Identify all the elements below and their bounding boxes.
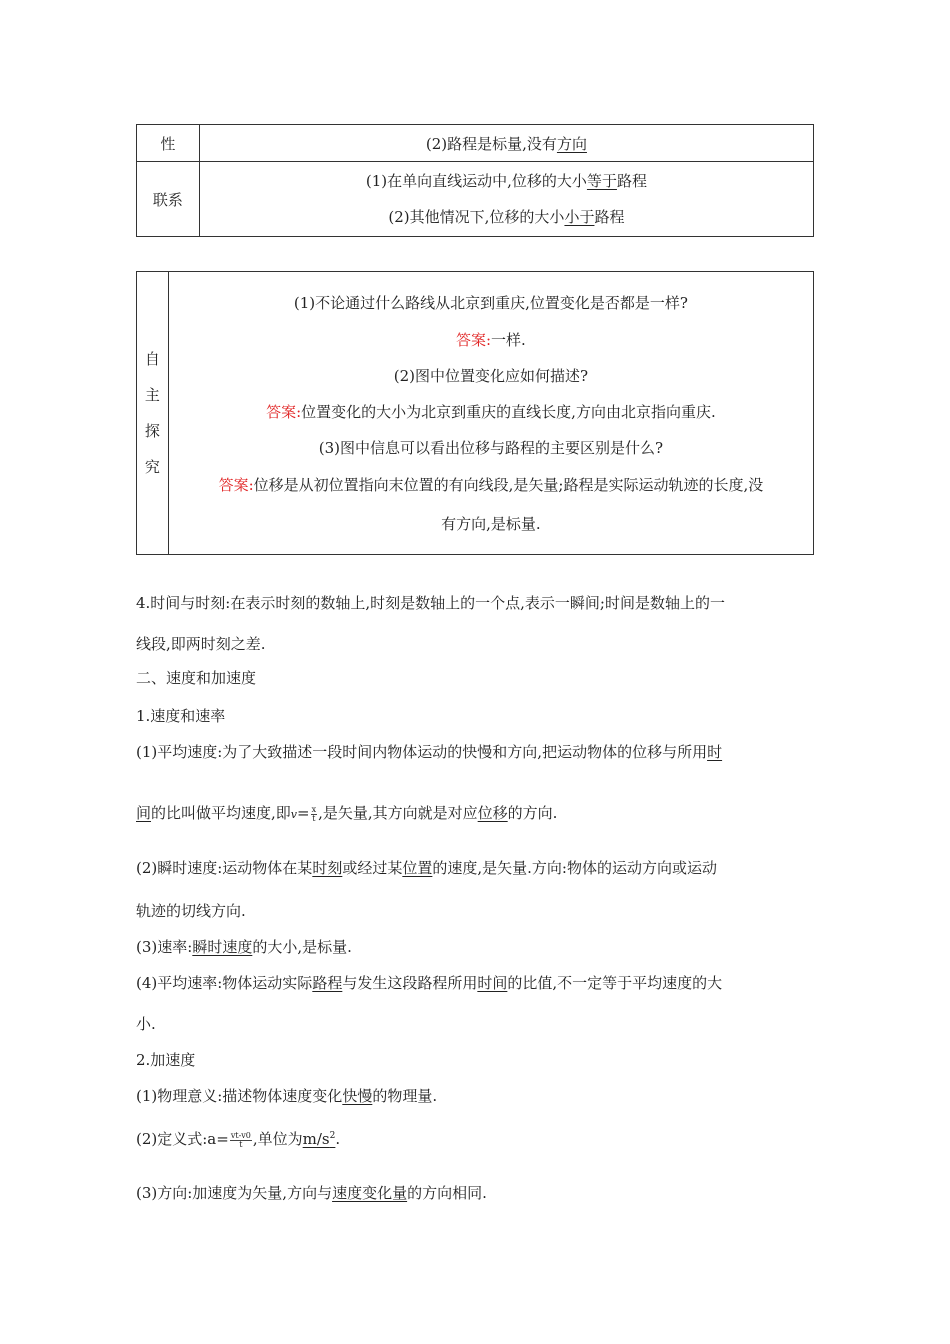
section-heading: 二、速度和加速度 [136, 669, 257, 687]
text-fragment: (1)在单向直线运动中,位移的大小 [365, 172, 587, 190]
connection-line-1 [200, 163, 813, 199]
acceleration-definition-line [136, 1125, 816, 1150]
answer-label: 答案: [218, 476, 254, 494]
underlined-term: 位置 [402, 859, 433, 877]
instant-velocity-line-1 [136, 857, 816, 879]
text-fragment: (3)方向:加速度为矢量,方向与 [136, 1184, 333, 1202]
text-fragment: ,单位为 [252, 1130, 303, 1148]
label-char: 自 [144, 350, 160, 368]
underlined-term: 路程 [312, 974, 343, 992]
text-fragment: (1)物理意义:描述物体速度变化 [136, 1087, 343, 1105]
text-fragment: 的大小,是标量. [252, 938, 352, 956]
text-fragment: 的速度,是矢量.方向:物体的运动方向或运动 [432, 859, 717, 877]
label-char: 主 [144, 386, 160, 404]
acceleration-meaning-line [136, 1085, 816, 1107]
table-row [137, 272, 814, 555]
question-1: (1)不论通过什么路线从北京到重庆,位置变化是否都是一样? [293, 294, 688, 312]
underlined-term: 速度变化量 [332, 1184, 408, 1202]
fraction-denominator: t [239, 1139, 243, 1149]
question-2: (2)图中位置变化应如何描述? [393, 367, 589, 385]
speed-line [136, 936, 816, 958]
avg-speed-line-1 [136, 972, 816, 994]
formula-v: v [290, 808, 298, 821]
table-row [137, 125, 814, 162]
fraction-numerator: vt-v0 [230, 1130, 251, 1140]
row-content [199, 125, 813, 162]
underlined-term: 时 [707, 743, 723, 761]
underlined-term: 小于 [564, 208, 595, 226]
underlined-term: 快慢 [342, 1087, 373, 1105]
row-text: (2)路程是标量,没有 [425, 134, 557, 153]
row-label: 联系 [137, 162, 200, 237]
label-char: 究 [144, 458, 160, 476]
answer-2 [177, 394, 805, 430]
text-fragment: 的方向. [507, 804, 558, 822]
formula-fraction [311, 806, 318, 823]
answer-3-continued: 有方向,是标量. [441, 515, 541, 533]
underlined-term: 位移 [477, 804, 508, 822]
table-row [137, 162, 814, 237]
inquiry-content [168, 272, 813, 555]
label-char: 探 [144, 422, 160, 440]
text-fragment: 的物理量. [372, 1087, 438, 1105]
text-fragment: . [335, 1130, 341, 1148]
answer-text: 一样. [491, 331, 526, 349]
avg-velocity-line-2 [136, 802, 816, 826]
avg-speed-line-2: 小. [136, 1015, 156, 1033]
subsection-heading-velocity: 1.速度和速率 [136, 707, 226, 725]
underlined-term: 时刻 [312, 859, 343, 877]
acceleration-direction-line [136, 1182, 816, 1204]
answer-label: 答案: [266, 403, 302, 421]
text-fragment: 的方向相同. [407, 1184, 487, 1202]
question-3: (3)图中信息可以看出位移与路程的主要区别是什么? [318, 439, 664, 457]
self-inquiry-table [136, 271, 814, 555]
unit-underlined [303, 1130, 336, 1148]
unit-exponent: 2 [329, 1131, 336, 1141]
answer-text: 位移是从初位置指向末位置的有向线段,是矢量;路程是实际运动轨迹的长度,没 [253, 476, 764, 494]
displacement-path-table [136, 124, 814, 237]
underlined-term: 等于 [586, 172, 617, 190]
instant-velocity-line-2: 轨迹的切线方向. [136, 902, 246, 920]
row-content [199, 162, 813, 237]
text-fragment: 与发生这段路程所用 [342, 974, 478, 992]
paragraph-time-line-1: 4.时间与时刻:在表示时刻的数轴上,时刻是数轴上的一个点,表示一瞬间;时间是数轴上的一 [136, 594, 725, 612]
text-fragment: (4)平均速率:物体运动实际 [136, 974, 313, 992]
paragraph-time-line-2: 线段,即两时刻之差. [136, 635, 266, 653]
text-fragment: ,是矢量,其方向就是对应 [318, 804, 478, 822]
fraction-denominator: t [312, 813, 316, 823]
underlined-term: 间 [136, 804, 152, 822]
inquiry-label [137, 272, 169, 555]
text-fragment: (3)速率: [136, 938, 193, 956]
answer-3 [177, 466, 805, 504]
text-fragment: 的比值,不一定等于平均速度的大 [507, 974, 723, 992]
answer-1 [177, 322, 805, 358]
text-fragment: (2)定义式:a= [136, 1130, 229, 1148]
text-fragment: 路程 [594, 208, 625, 226]
text-fragment: (2)瞬时速度:运动物体在某 [136, 859, 313, 877]
avg-velocity-line-1 [136, 741, 816, 763]
underlined-term: 方向 [556, 134, 587, 153]
underlined-term: 时间 [477, 974, 508, 992]
row-label: 性 [137, 125, 200, 162]
answer-label: 答案: [455, 331, 492, 349]
text-fragment: 路程 [616, 172, 647, 190]
text-fragment: 的比叫做平均速度,即 [151, 804, 291, 822]
answer-text: 位置变化的大小为北京到重庆的直线长度,方向由北京指向重庆. [301, 403, 716, 421]
unit-text: m/s [302, 1130, 330, 1148]
text-fragment: 或经过某 [342, 859, 403, 877]
text-fragment: (1)平均速度:为了大致描述一段时间内物体运动的快慢和方向,把运动物体的位移与所用 [136, 743, 708, 761]
text-fragment: (2)其他情况下,位移的大小 [388, 208, 565, 226]
subsection-heading-acceleration: 2.加速度 [136, 1051, 196, 1069]
underlined-term: 瞬时速度 [192, 938, 253, 956]
formula-eq: = [297, 804, 310, 822]
fraction-numerator: x [311, 804, 317, 814]
formula-fraction [230, 1132, 252, 1149]
connection-line-2 [200, 199, 813, 235]
